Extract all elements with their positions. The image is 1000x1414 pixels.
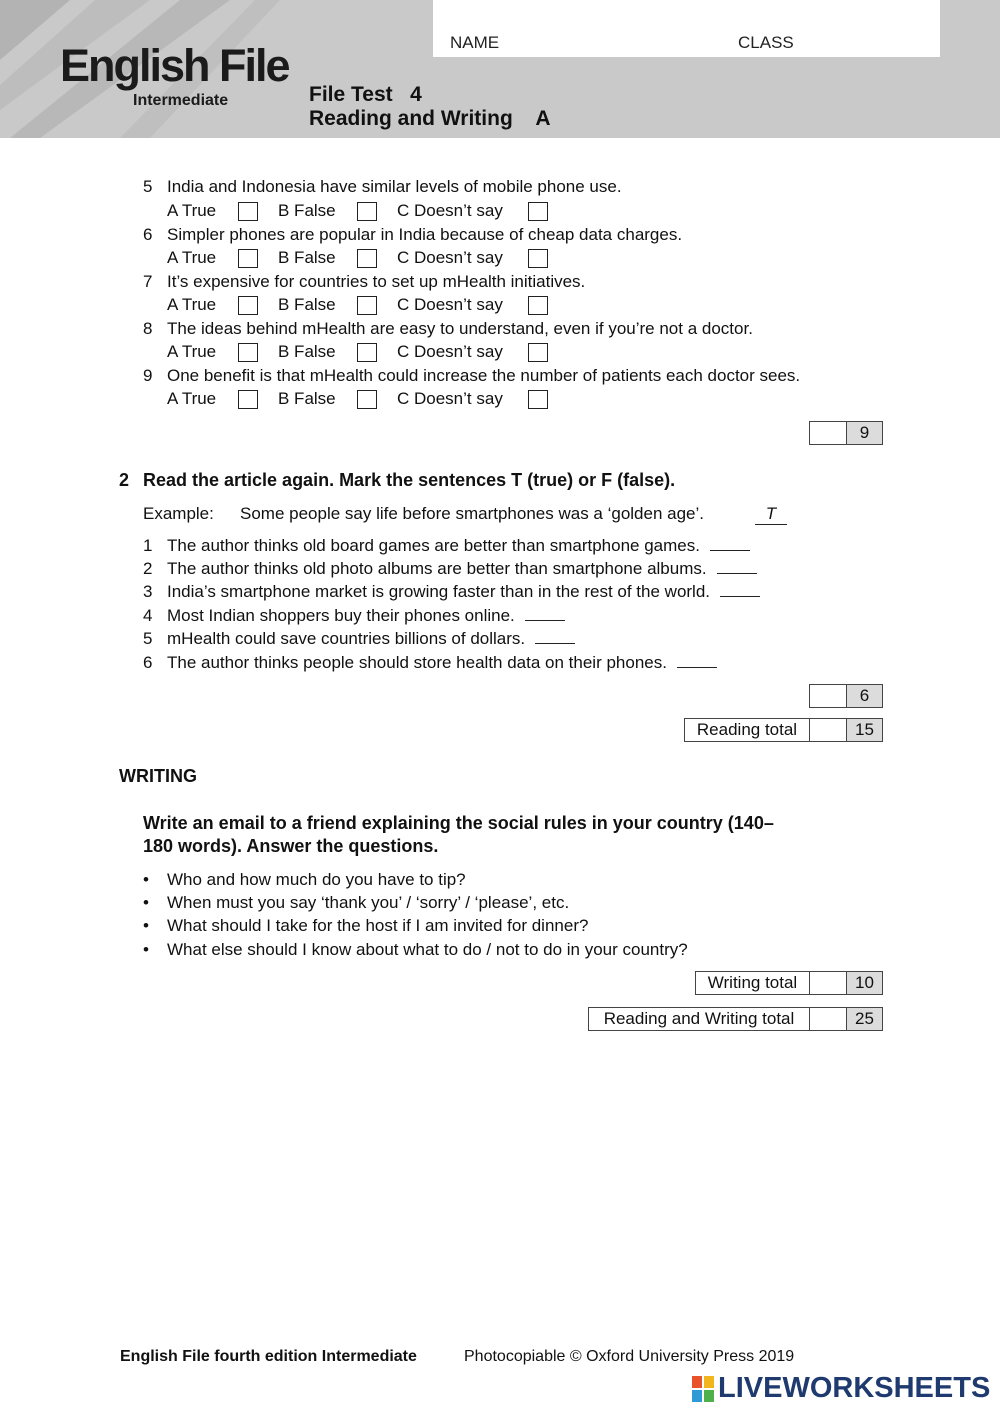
question-number: 8 <box>143 319 153 338</box>
checkbox-doesnt-say[interactable] <box>528 202 548 221</box>
bullet-icon: • <box>143 916 149 935</box>
checkbox-false[interactable] <box>357 202 377 221</box>
score-input[interactable] <box>810 719 847 741</box>
answer-blank[interactable] <box>535 629 575 644</box>
option-b-label: B False <box>278 342 336 361</box>
question-text: mHealth could save countries billions of dollars. <box>167 629 526 648</box>
checkbox-true[interactable] <box>238 390 258 409</box>
checkbox-false[interactable] <box>357 249 377 268</box>
question-number: 7 <box>143 272 153 291</box>
reading-total-label: Reading total <box>685 719 810 741</box>
name-class-box <box>433 0 940 57</box>
example-text: Some people say life before smartphones was a ‘golden age’. <box>240 504 705 523</box>
checkbox-doesnt-say[interactable] <box>528 249 548 268</box>
liveworksheets-logo-icon <box>692 1374 716 1406</box>
option-a-label: A True <box>167 201 217 220</box>
score-input[interactable] <box>810 1008 847 1030</box>
question-text: Simpler phones are popular in India because of cheap data charges. <box>167 225 683 244</box>
option-a-label: A True <box>167 342 217 361</box>
writing-heading: WRITING <box>119 766 197 786</box>
checkbox-true[interactable] <box>238 343 258 362</box>
checkbox-false[interactable] <box>357 296 377 315</box>
checkbox-doesnt-say[interactable] <box>528 390 548 409</box>
example-label: Example: <box>143 504 214 523</box>
bullet-icon: • <box>143 870 149 889</box>
question-text: The author thinks people should store health data on their phones. <box>167 653 667 672</box>
header-band <box>0 0 1000 138</box>
answer-blank[interactable] <box>677 653 717 668</box>
option-a-label: A True <box>167 295 217 314</box>
score-input[interactable] <box>810 685 847 707</box>
writing-instruction-line1: Write an email to a friend explaining the social rules in your country (140– <box>143 813 774 833</box>
class-label: CLASS <box>738 33 794 52</box>
question-text: It’s expensive for countries to set up mHealth initiatives. <box>167 272 586 291</box>
rw-total-label: Reading and Writing total <box>589 1008 810 1030</box>
score-input[interactable] <box>810 972 847 994</box>
checkbox-false[interactable] <box>357 343 377 362</box>
question-text: India and Indonesia have similar levels of mobile phone use. <box>167 177 622 196</box>
footer-copyright: Photocopiable © Oxford University Press 2019 <box>464 1348 795 1365</box>
question-number: 3 <box>143 582 153 601</box>
question-number: 1 <box>143 536 153 555</box>
question-number: 5 <box>143 177 153 196</box>
bullet-icon: • <box>143 940 149 959</box>
section2-score-box <box>809 684 883 708</box>
question-number: 5 <box>143 629 153 648</box>
answer-blank[interactable] <box>710 536 750 551</box>
option-b-label: B False <box>278 295 336 314</box>
writing-instruction-line2: 180 words). Answer the questions. <box>143 836 439 856</box>
bullet-icon: • <box>143 893 149 912</box>
writing-total-box <box>695 971 883 995</box>
question-text: India’s smartphone market is growing faster than in the rest of the world. <box>167 582 711 601</box>
checkbox-doesnt-say[interactable] <box>528 343 548 362</box>
writing-total-label: Writing total <box>696 972 810 994</box>
question-text: The author thinks old board games are better than smartphone games. <box>167 536 700 555</box>
checkbox-true[interactable] <box>238 296 258 315</box>
option-c-label: C Doesn’t say <box>397 295 503 314</box>
checkbox-true[interactable] <box>238 249 258 268</box>
bullet-text: When must you say ‘thank you’ / ‘sorry’ / ‘please’, etc. <box>167 893 570 912</box>
score-max: 6 <box>847 685 882 707</box>
question-number: 6 <box>143 653 153 672</box>
score-max: 10 <box>847 972 882 994</box>
logo-title: English File <box>60 40 289 91</box>
score-max: 25 <box>847 1008 882 1030</box>
question-text: Most Indian shoppers buy their phones online. <box>167 606 515 625</box>
footer-edition: English File fourth edition Intermediate <box>120 1348 417 1365</box>
question-number: 9 <box>143 366 153 385</box>
checkbox-doesnt-say[interactable] <box>528 296 548 315</box>
option-c-label: C Doesn’t say <box>397 342 503 361</box>
score-input[interactable] <box>810 422 847 444</box>
answer-blank[interactable] <box>720 582 760 597</box>
answer-blank[interactable] <box>525 606 565 621</box>
question-text: The ideas behind mHealth are easy to understand, even if you’re not a doctor. <box>167 319 753 338</box>
bullet-text: What should I take for the host if I am invited for dinner? <box>167 916 589 935</box>
score-max: 9 <box>847 422 882 444</box>
example-answer: T <box>755 504 787 525</box>
section2-number: 2 <box>119 470 130 490</box>
option-b-label: B False <box>278 248 336 267</box>
checkbox-true[interactable] <box>238 202 258 221</box>
option-c-label: C Doesn’t say <box>397 389 503 408</box>
option-a-label: A True <box>167 389 217 408</box>
bullet-text: Who and how much do you have to tip? <box>167 870 466 889</box>
rw-total-box <box>588 1007 883 1031</box>
liveworksheets-brand[interactable]: LIVEWORKSHEETS <box>718 1372 991 1404</box>
name-label: NAME <box>450 33 500 52</box>
section2-instruction: Read the article again. Mark the sentences T (true) or F (false). <box>143 470 676 490</box>
checkbox-false[interactable] <box>357 390 377 409</box>
question-number: 6 <box>143 225 153 244</box>
option-c-label: C Doesn’t say <box>397 248 503 267</box>
option-c-label: C Doesn’t say <box>397 201 503 220</box>
question-text: The author thinks old photo albums are better than smartphone albums. <box>167 559 707 578</box>
option-a-label: A True <box>167 248 217 267</box>
option-b-label: B False <box>278 389 336 408</box>
section1-score-box <box>809 421 883 445</box>
answer-blank[interactable] <box>717 559 757 574</box>
option-b-label: B False <box>278 201 336 220</box>
reading-total-box <box>684 718 883 742</box>
test-subtitle: Reading and Writing A <box>309 107 551 130</box>
test-title: File Test 4 <box>309 83 422 106</box>
logo-subtitle: Intermediate <box>133 92 229 109</box>
question-text: One benefit is that mHealth could increase the number of patients each doctor sees. <box>167 366 801 385</box>
question-number: 4 <box>143 606 153 625</box>
score-max: 15 <box>847 719 882 741</box>
question-number: 2 <box>143 559 153 578</box>
bullet-text: What else should I know about what to do / not to do in your country? <box>167 940 688 959</box>
